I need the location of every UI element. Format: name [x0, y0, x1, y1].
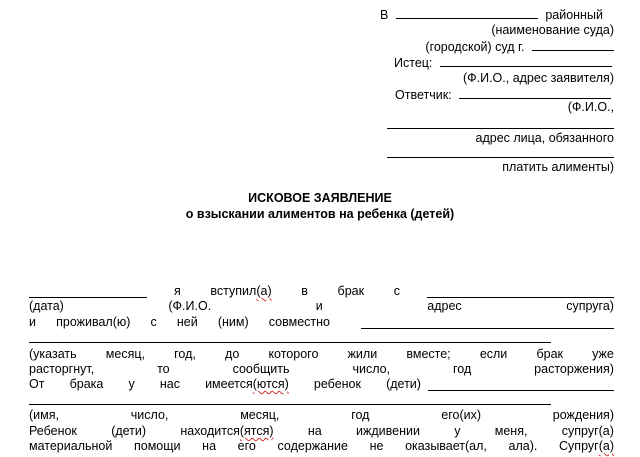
word: в — [301, 284, 308, 298]
word: нас — [159, 377, 180, 391]
defendant-hint: (Ф.И.О., — [567, 100, 614, 114]
word: материальной — [29, 439, 113, 453]
word: на — [202, 439, 217, 453]
court-blank — [396, 6, 538, 19]
document-title: ИСКОВОЕ ЗАЯВЛЕНИЕ — [248, 191, 392, 205]
body-line-2 — [29, 298, 614, 314]
word: до — [225, 347, 240, 361]
word: расторжения) — [534, 362, 614, 376]
word: то — [157, 362, 170, 376]
word: супруга) — [566, 299, 614, 313]
word: месяц, — [240, 408, 280, 422]
word: год — [452, 362, 472, 376]
document-subtitle: о взыскании алиментов на ребенка (детей) — [185, 207, 455, 221]
court-line — [380, 6, 614, 22]
word: число, — [352, 362, 391, 376]
body-line-8 — [29, 423, 614, 439]
word: Ребенок — [29, 424, 77, 438]
word: вступил(а) — [210, 284, 272, 298]
word: проживал(ю) — [56, 315, 131, 329]
city-court-line — [380, 38, 614, 54]
defendant-rule-1 — [387, 128, 614, 129]
word: его — [237, 439, 256, 453]
word: и — [315, 299, 323, 313]
word: адрес — [427, 299, 462, 313]
plaintiff-label: Истец: — [394, 56, 433, 70]
word: рождения) — [552, 408, 614, 422]
body-line-9 — [29, 438, 614, 454]
word: брака — [69, 377, 104, 391]
word: на — [307, 424, 322, 438]
word: жили — [347, 347, 378, 361]
word: ребенок — [313, 377, 361, 391]
word: иждивении — [356, 424, 420, 438]
word: сообщить — [232, 362, 290, 376]
plaintiff-blank — [440, 54, 612, 67]
defendant-hint-3: платить алименты) — [502, 160, 614, 174]
word: расторгнут, — [29, 362, 95, 376]
word: брак — [337, 284, 365, 298]
word: я — [174, 284, 181, 298]
word: ала). — [508, 439, 538, 453]
body-line-6 — [29, 376, 421, 392]
word: супруг(а) — [561, 424, 614, 438]
court-suffix: районный — [545, 8, 603, 22]
word: уже — [592, 347, 614, 361]
word: меня, — [494, 424, 528, 438]
word: которого — [268, 347, 319, 361]
word: содержание — [277, 439, 348, 453]
word: с — [393, 284, 400, 298]
word: число, — [130, 408, 169, 422]
word: имеется(ются) — [205, 377, 289, 391]
body-line-1 — [174, 283, 400, 299]
word: год, — [174, 347, 196, 361]
word: (дети) — [386, 377, 421, 391]
defendant-hint-2: адрес лица, обязанного — [475, 131, 614, 145]
word: находится(ятся) — [180, 424, 274, 438]
word: у — [454, 424, 461, 438]
cohabitation-blank — [361, 328, 614, 329]
word: не — [369, 439, 384, 453]
plaintiff-hint: (Ф.И.О., адрес заявителя) — [462, 71, 614, 85]
word: год — [351, 408, 370, 422]
word: оказывает(ал, — [405, 439, 487, 453]
word: (Ф.И.О. — [168, 299, 212, 313]
word: ней — [176, 315, 198, 329]
children-blank-2 — [29, 404, 551, 405]
defendant-blank — [459, 86, 611, 99]
word: с — [150, 315, 157, 329]
word: (дата) — [29, 299, 64, 313]
word: и — [29, 315, 36, 329]
court-hint: (наименование суда) — [491, 23, 614, 37]
word: (указать — [29, 347, 77, 361]
body-line-7 — [29, 407, 614, 423]
word: месяц, — [105, 347, 145, 361]
word: вместе; — [406, 347, 451, 361]
word: его(их) — [441, 408, 481, 422]
city-court-label: (городской) суд г. — [425, 40, 525, 54]
body-line-4 — [29, 346, 614, 362]
body-line-5 — [29, 361, 614, 377]
word: помощи — [133, 439, 181, 453]
word: (ним) — [217, 315, 249, 329]
court-prefix: В — [380, 8, 389, 22]
word: Супруг(а) — [559, 439, 614, 453]
city-blank — [532, 38, 614, 51]
word: брак — [536, 347, 563, 361]
defendant-label: Ответчик: — [395, 88, 452, 102]
word: у — [128, 377, 135, 391]
word: совместно — [268, 315, 330, 329]
defendant-rule-2 — [387, 157, 614, 158]
plaintiff-line — [380, 54, 614, 70]
children-blank — [428, 390, 614, 391]
body-line-3 — [29, 314, 330, 330]
word: (имя, — [29, 408, 59, 422]
word: От — [29, 377, 45, 391]
word: если — [479, 347, 508, 361]
word: (дети) — [111, 424, 147, 438]
cohabitation-blank-2 — [29, 342, 551, 343]
